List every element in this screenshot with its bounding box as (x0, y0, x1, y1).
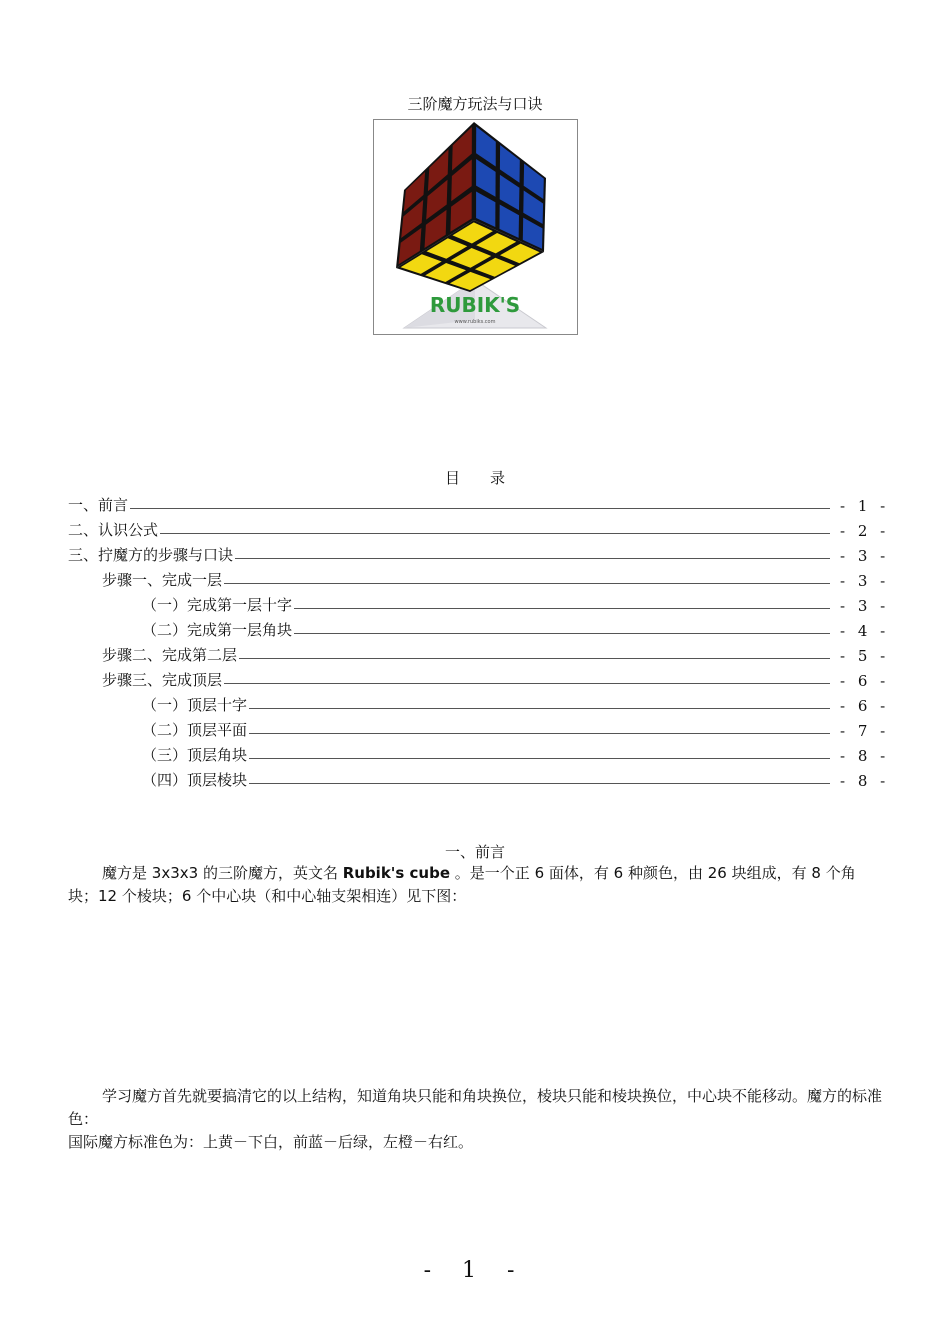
toc-entry-page: - 6 - (840, 672, 890, 690)
section-heading-preface: 一、前言 (444, 843, 505, 861)
toc-entry[interactable] (68, 590, 890, 615)
toc-leader (160, 532, 830, 534)
toc-entry-label: （一）完成第一层十字 (142, 596, 293, 614)
preface-paragraph-1: 魔方是 3x3x3 的三阶魔方，英文名 Rubik's cube 。是一个正 6 面体，有 6 种颜色，由 26 块组成，有 8 个角块；12 个棱块；6 个中心块（和中心轴支架相连）见下图： (68, 864, 856, 905)
toc-leader (249, 732, 830, 734)
toc-leader (130, 507, 830, 509)
toc-entry-page: - 6 - (840, 697, 890, 715)
toc-entry-page: - 8 - (840, 772, 890, 790)
toc-entry-label: （三）顶层角块 (142, 746, 248, 764)
english-name: Rubik's cube (342, 864, 451, 882)
toc-entry-label: 三、拧魔方的步骤与口诀 (68, 546, 234, 564)
toc-entry[interactable] (68, 615, 890, 640)
toc-entry[interactable] (68, 490, 890, 515)
toc-entry-page: - 3 - (840, 547, 890, 565)
preface-paragraph-2: 学习魔方首先就要搞清它的以上结构，知道角块只能和角块换位，棱块只能和棱块换位，中心块不能移动。魔方的标准色： (68, 1087, 883, 1128)
toc-leader (224, 582, 830, 584)
toc-entry[interactable] (68, 715, 890, 740)
toc-entry[interactable] (68, 515, 890, 540)
toc-entry-label: 步骤三、完成顶层 (102, 671, 223, 689)
toc-entry[interactable] (68, 540, 890, 565)
toc-entry-label: 步骤一、完成一层 (102, 571, 223, 589)
toc-entry-page: - 3 - (840, 597, 890, 615)
toc-entry-label: 步骤二、完成第二层 (102, 646, 238, 664)
rubiks-cube-image (373, 119, 578, 335)
toc-entry-page: - 5 - (840, 647, 890, 665)
page-number: - 1 - (423, 1258, 527, 1283)
toc-leader (294, 607, 830, 609)
toc-entry-label: 一、前言 (68, 496, 129, 514)
rubiks-cube-illustration (374, 120, 577, 334)
toc-entry-page: - 3 - (840, 572, 890, 590)
toc-entry[interactable] (68, 740, 890, 765)
toc-entry-label: 二、认识公式 (68, 521, 159, 539)
toc-entry[interactable] (68, 690, 890, 715)
rubiks-logo: RUBIK'S (429, 293, 521, 317)
toc-entry-page: - 8 - (840, 747, 890, 765)
toc-leader (224, 682, 830, 684)
toc-entry[interactable] (68, 765, 890, 790)
toc-entry-label: （一）顶层十字 (142, 696, 248, 714)
toc-entry-label: （四）顶层棱块 (142, 771, 248, 789)
toc-leader (249, 707, 830, 709)
document-title: 三阶魔方玩法与口诀 (407, 95, 543, 113)
toc-entry-page: - 7 - (840, 722, 890, 740)
table-of-contents (68, 490, 890, 790)
toc-entry[interactable] (68, 565, 890, 590)
toc-entry[interactable] (68, 665, 890, 690)
toc-entry-page: - 2 - (840, 522, 890, 540)
toc-leader (235, 557, 830, 559)
preface-paragraph-3: 国际魔方标准色为：上黄－下白，前蓝－后绿，左橙－右红。 (68, 1133, 474, 1151)
toc-entry-page: - 4 - (840, 622, 890, 640)
toc-entry[interactable] (68, 640, 890, 665)
toc-leader (294, 632, 830, 634)
toc-leader (249, 757, 830, 759)
toc-entry-label: （二）顶层平面 (142, 721, 248, 739)
toc-leader (249, 782, 830, 784)
toc-entry-label: （二）完成第一层角块 (142, 621, 293, 639)
rubiks-url: www.rubiks.com (454, 319, 496, 325)
toc-heading: 目录 (444, 469, 535, 487)
toc-entry-page: - 1 - (840, 497, 890, 515)
toc-leader (239, 657, 830, 659)
